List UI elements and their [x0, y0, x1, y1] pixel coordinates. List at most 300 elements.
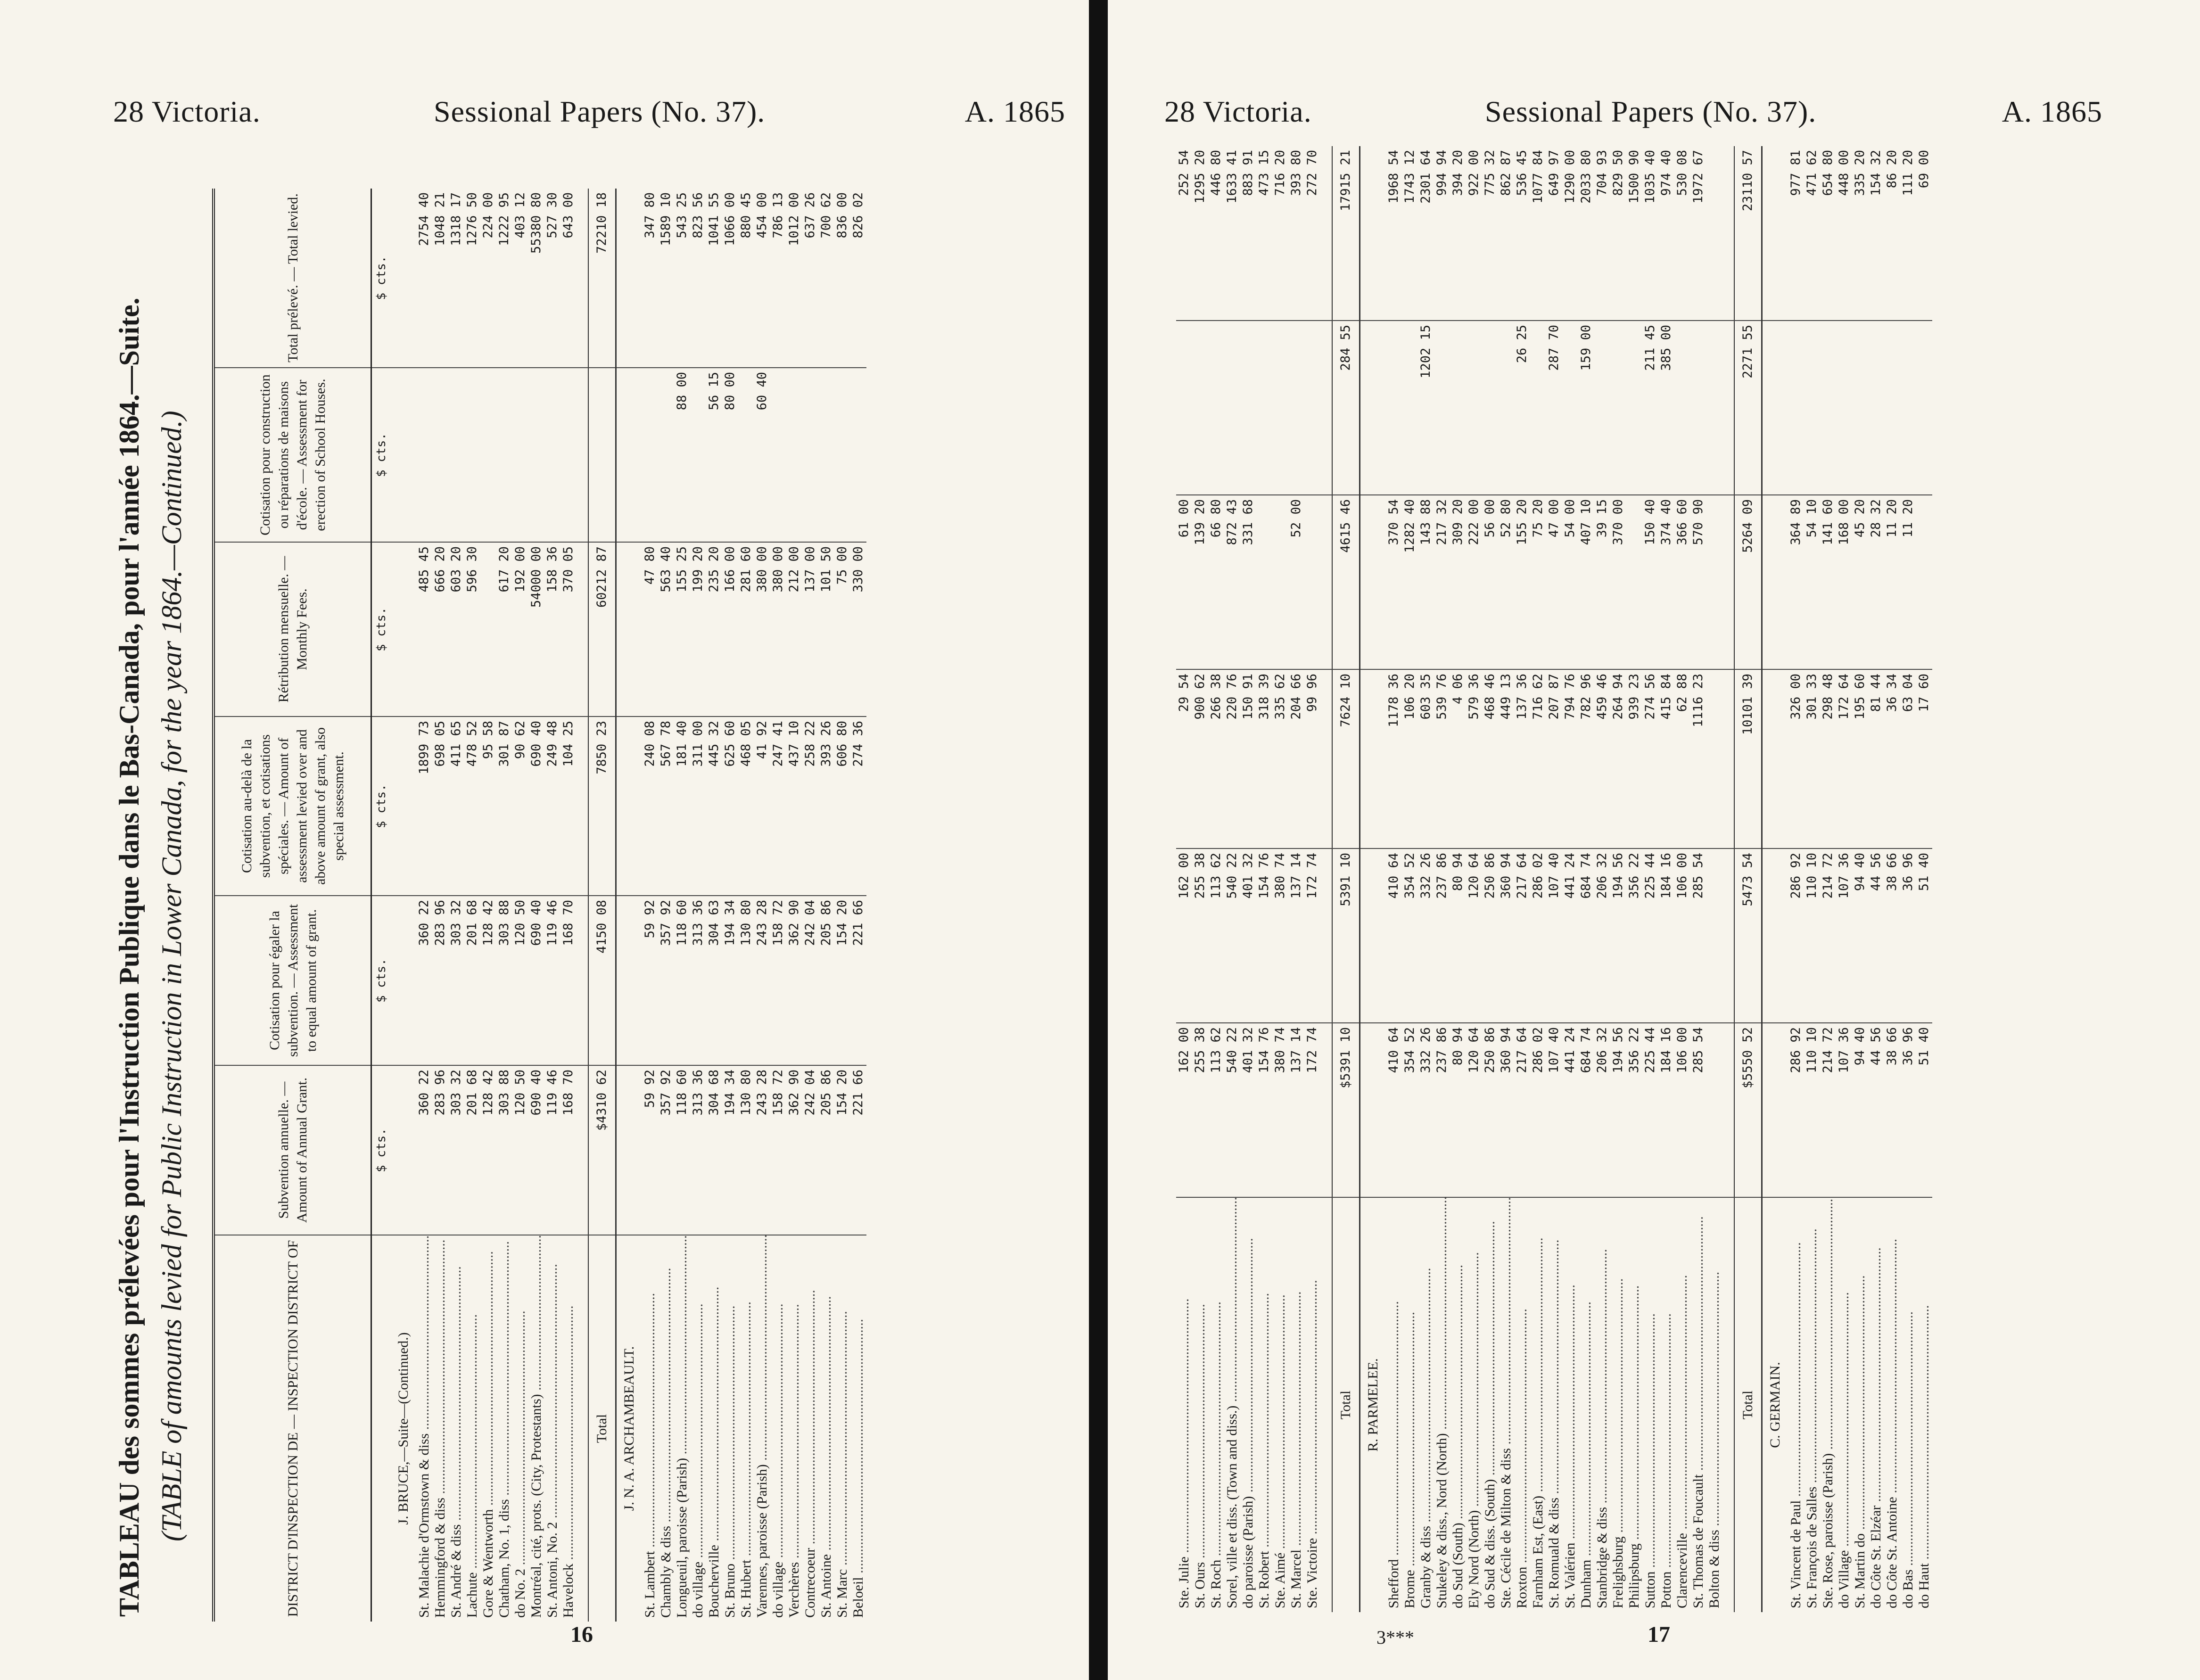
cell-value: 72210 18 — [588, 189, 616, 368]
cell-value: 331 68 — [1240, 495, 1256, 669]
cell-value: 181 40 — [674, 716, 690, 896]
row-label: Gore & Wentworth ..... — [480, 1235, 496, 1622]
cell-value: 596 30 — [464, 542, 480, 716]
table-row — [1562, 146, 1578, 1612]
table-row — [1706, 146, 1722, 1612]
cell-value: 563 40 — [658, 542, 674, 716]
cell-value: 162 00 — [1176, 848, 1192, 1023]
empty-cell — [391, 896, 416, 1065]
cell-value: 1066 00 — [722, 189, 738, 368]
cell-value — [850, 368, 866, 542]
cell-value: 690 40 — [528, 896, 544, 1065]
left-table-body — [371, 189, 867, 1622]
cell-value: 106 20 — [1402, 669, 1418, 848]
cell-value: 137 14 — [1288, 1023, 1304, 1197]
cell-value: 977 81 — [1788, 146, 1804, 321]
cell-value: 172 74 — [1304, 1023, 1320, 1197]
cell-value: 258 22 — [802, 716, 818, 896]
cell-value: 194 56 — [1610, 848, 1626, 1023]
cell-value: 684 74 — [1578, 1023, 1594, 1197]
cell-value: 255 38 — [1192, 848, 1208, 1023]
cell-value: 168 00 — [1836, 495, 1852, 669]
total-row — [1332, 146, 1360, 1612]
table-row — [642, 189, 658, 1622]
cell-value: 287 70 — [1546, 321, 1562, 495]
cell-value — [1626, 321, 1642, 495]
cell-value: 26 25 — [1514, 321, 1530, 495]
cell-value — [1450, 321, 1466, 495]
cell-value: 5473 54 — [1734, 848, 1762, 1023]
empty-cell — [1360, 669, 1386, 848]
row-label: Ely Nord (North) ..... — [1466, 1197, 1482, 1612]
row-label: Dunham ..... — [1578, 1197, 1594, 1612]
empty-cell — [1320, 321, 1332, 495]
cell-value: 1500 90 — [1626, 146, 1642, 321]
section-germain — [1762, 146, 1788, 1612]
cell-value: 485 45 — [416, 542, 432, 716]
cell-value: 437 10 — [786, 716, 802, 896]
cell-value — [480, 368, 496, 542]
table-row — [802, 189, 818, 1622]
empty-cell — [1722, 848, 1734, 1023]
cell-value: 716 20 — [1272, 146, 1288, 321]
section-archambeault — [616, 189, 643, 1622]
table-row — [754, 189, 770, 1622]
cell-value: 106 00 — [1674, 848, 1690, 1023]
cell-value: 172 74 — [1304, 848, 1320, 1023]
table-row — [448, 189, 464, 1622]
row-label: St. Romuald & diss ..... — [1546, 1197, 1562, 1612]
unit-label: $ cts. — [371, 896, 391, 1065]
cell-value — [1192, 321, 1208, 495]
cell-value: 154 76 — [1256, 848, 1272, 1023]
cell-value: 360 22 — [416, 1065, 432, 1235]
empty-cell — [577, 1235, 588, 1622]
table-row — [496, 189, 512, 1622]
cell-value — [464, 368, 480, 542]
cell-value — [1706, 146, 1722, 321]
cell-value: $4310 62 — [588, 1065, 616, 1235]
cell-value: 579 36 — [1466, 669, 1482, 848]
row-label: Sutton ..... — [1642, 1197, 1658, 1612]
empty-cell — [1762, 1023, 1788, 1197]
cell-value: 836 00 — [834, 189, 850, 368]
table-row — [1836, 146, 1852, 1612]
row-label: St. Valérien ..... — [1562, 1197, 1578, 1612]
cell-value: 194 34 — [722, 896, 738, 1065]
cell-value: 214 72 — [1820, 1023, 1836, 1197]
cell-value: 360 94 — [1498, 848, 1514, 1023]
empty-cell — [1762, 146, 1788, 321]
cell-value: 360 94 — [1498, 1023, 1514, 1197]
cell-value — [1304, 495, 1320, 669]
cell-value: 150 91 — [1240, 669, 1256, 848]
cell-value: 39 15 — [1594, 495, 1610, 669]
cell-value: 448 00 — [1836, 146, 1852, 321]
cell-value: 222 00 — [1466, 495, 1482, 669]
cell-value: 104 25 — [560, 716, 577, 896]
cell-value — [1706, 321, 1722, 495]
cell-value: 2301 64 — [1418, 146, 1434, 321]
cell-value: 240 08 — [642, 716, 658, 896]
cell-value: 330 00 — [850, 542, 866, 716]
cell-value: 716 62 — [1530, 669, 1546, 848]
cell-value: 285 54 — [1690, 848, 1706, 1023]
table-row — [1546, 146, 1562, 1612]
spacer-row — [1722, 146, 1734, 1612]
cell-value: 36 34 — [1884, 669, 1900, 848]
cell-value — [1482, 321, 1498, 495]
cell-value: 29 54 — [1176, 669, 1192, 848]
table-row — [1900, 146, 1916, 1612]
cell-value: 313 36 — [690, 896, 706, 1065]
cell-value: 5391 10 — [1332, 848, 1360, 1023]
cell-value: 5264 09 — [1734, 495, 1762, 669]
cell-value — [1836, 321, 1852, 495]
empty-cell — [616, 189, 643, 368]
empty-cell — [1320, 1023, 1332, 1197]
cell-value: 158 72 — [770, 1065, 786, 1235]
cell-value: 530 08 — [1674, 146, 1690, 321]
empty-cell — [1320, 669, 1332, 848]
cell-value — [1804, 321, 1820, 495]
row-label: Contrecoeur ..... — [802, 1235, 818, 1622]
cell-value: 1633 41 — [1224, 146, 1240, 321]
cell-value: 107 36 — [1836, 848, 1852, 1023]
cell-value: 107 40 — [1546, 1023, 1562, 1197]
row-label: do Sud & diss. (South) ..... — [1482, 1197, 1498, 1612]
row-label: do Côte St. Antoine ..... — [1884, 1197, 1900, 1612]
cell-value — [658, 368, 674, 542]
cell-value: 1041 55 — [706, 189, 722, 368]
cell-value: 883 91 — [1240, 146, 1256, 321]
cell-value: 224 00 — [480, 189, 496, 368]
cell-value: 471 62 — [1804, 146, 1820, 321]
cell-value — [738, 368, 754, 542]
cell-value: 603 20 — [448, 542, 464, 716]
cell-value: 51 40 — [1916, 1023, 1932, 1197]
cell-value — [512, 368, 528, 542]
cell-value: 880 45 — [738, 189, 754, 368]
cell-value: 332 26 — [1418, 1023, 1434, 1197]
empty-cell — [391, 542, 416, 716]
cell-value — [1288, 321, 1304, 495]
cell-value: 119 46 — [544, 896, 560, 1065]
cell-value: 974 40 — [1658, 146, 1674, 321]
empty-cell — [391, 1065, 416, 1235]
cell-value: 47 80 — [642, 542, 658, 716]
cell-value: 370 05 — [560, 542, 577, 716]
table-row — [1272, 146, 1288, 1612]
table-titles — [113, 189, 193, 1622]
cell-value — [544, 368, 560, 542]
cell-value: 217 32 — [1434, 495, 1450, 669]
cell-value: 111 20 — [1900, 146, 1916, 321]
row-label: St. Vincent de Paul ..... — [1788, 1197, 1804, 1612]
cell-value: 44 56 — [1868, 1023, 1884, 1197]
empty-cell — [577, 896, 588, 1065]
empty-cell — [577, 716, 588, 896]
page-number-right: 17 — [1648, 1622, 1670, 1647]
cell-value: 410 64 — [1386, 1023, 1402, 1197]
cell-value — [588, 368, 616, 542]
cell-value: 243 28 — [754, 1065, 770, 1235]
cell-value: 362 90 — [786, 1065, 802, 1235]
cell-value: 311 00 — [690, 716, 706, 896]
cell-value: 11 20 — [1884, 495, 1900, 669]
cell-value: 1222 95 — [496, 189, 512, 368]
cell-value: 194 34 — [722, 1065, 738, 1235]
cell-value: 54000 00 — [528, 542, 544, 716]
cell-value: 205 86 — [818, 1065, 834, 1235]
empty-cell — [1320, 848, 1332, 1023]
cell-value: 168 70 — [560, 896, 577, 1065]
cell-value: 1295 20 — [1192, 146, 1208, 321]
cell-value: 110 10 — [1804, 1023, 1820, 1197]
table-row — [1820, 146, 1836, 1612]
unit-label: $ cts. — [371, 716, 391, 896]
section-heading: R. PARMELEE. — [1365, 1358, 1381, 1452]
cell-value: 603 35 — [1418, 669, 1434, 848]
cell-value: 154 76 — [1256, 1023, 1272, 1197]
col-header-equal-assessment: Cotisation pour égaler la subvention. — Assessment to equal amount of grant. — [214, 896, 371, 1065]
cell-value: 88 00 — [674, 368, 690, 542]
cell-value — [416, 368, 432, 542]
row-label: do Côte St. Elzéar ..... — [1868, 1197, 1884, 1612]
cell-value: 195 60 — [1852, 669, 1868, 848]
table-row — [1402, 146, 1418, 1612]
cell-value — [1820, 321, 1836, 495]
row-label: do Village ..... — [1836, 1197, 1852, 1612]
cell-value: 698 05 — [432, 716, 448, 896]
empty-cell — [616, 1065, 643, 1235]
units-row — [371, 189, 391, 1622]
cell-value: 637 26 — [802, 189, 818, 368]
cell-value: 75 20 — [1530, 495, 1546, 669]
cell-value: 184 16 — [1658, 848, 1674, 1023]
cell-value: 225 44 — [1642, 848, 1658, 1023]
cell-value: 380 00 — [770, 542, 786, 716]
empty-cell — [616, 542, 643, 716]
cell-value: 212 00 — [786, 542, 802, 716]
row-label: Clarenceville ..... — [1674, 1197, 1690, 1612]
row-label: Ste. Aimé ..... — [1272, 1197, 1288, 1612]
cell-value — [1706, 1023, 1722, 1197]
cell-value: 120 64 — [1466, 848, 1482, 1023]
cell-value: 1012 00 — [786, 189, 802, 368]
cell-value: 1048 21 — [432, 189, 448, 368]
cell-value: 304 63 — [706, 896, 722, 1065]
cell-value: 360 22 — [416, 896, 432, 1065]
cell-value: 570 90 — [1690, 495, 1706, 669]
cell-value: 80 94 — [1450, 848, 1466, 1023]
table-row — [528, 189, 544, 1622]
cell-value: 130 80 — [738, 896, 754, 1065]
section-heading: C. GERMAIN. — [1767, 1362, 1783, 1448]
row-label: St. Robert ..... — [1256, 1197, 1272, 1612]
row-label: Havelock ..... — [560, 1235, 577, 1622]
cell-value: 303 88 — [496, 1065, 512, 1235]
empty-cell — [1762, 495, 1788, 669]
cell-value: 354 52 — [1402, 848, 1418, 1023]
cell-value — [802, 368, 818, 542]
cell-value — [1530, 321, 1546, 495]
page-number-left: 16 — [570, 1622, 593, 1647]
row-label: do No. 2 ..... — [512, 1235, 528, 1622]
cell-value: 207 87 — [1546, 669, 1562, 848]
cell-value: 385 00 — [1658, 321, 1674, 495]
cell-value: 199 20 — [690, 542, 706, 716]
header-year: A. 1865 — [964, 95, 1065, 128]
header-sessional-papers: Sessional Papers (No. 37). — [434, 95, 766, 128]
table-row — [738, 189, 754, 1622]
row-label: Roxton ..... — [1514, 1197, 1530, 1612]
table-row — [1690, 146, 1706, 1612]
table-row — [1514, 146, 1530, 1612]
table-row — [706, 189, 722, 1622]
cell-value: 52 80 — [1498, 495, 1514, 669]
cell-value — [642, 368, 658, 542]
cell-value: 301 87 — [496, 716, 512, 896]
cell-value: 286 92 — [1788, 848, 1804, 1023]
cell-value: 794 76 — [1562, 669, 1578, 848]
cell-value: 250 86 — [1482, 1023, 1498, 1197]
cell-value: 4150 08 — [588, 896, 616, 1065]
col-header-total-levied: Total prélevé. — Total levied. — [214, 189, 371, 368]
cell-value — [1626, 495, 1642, 669]
cell-value: 301 33 — [1804, 669, 1820, 848]
cell-value: 242 04 — [802, 896, 818, 1065]
row-label: Total — [1332, 1197, 1360, 1612]
cell-value: 217 64 — [1514, 848, 1530, 1023]
empty-cell — [391, 189, 416, 368]
cell-value: 143 88 — [1418, 495, 1434, 669]
row-label: Boucherville ..... — [706, 1235, 722, 1622]
cell-value: 249 48 — [544, 716, 560, 896]
cell-value: 52 00 — [1288, 495, 1304, 669]
spacer-row — [577, 189, 588, 1622]
table-row — [1434, 146, 1450, 1612]
cell-value: 94 40 — [1852, 848, 1868, 1023]
cell-value: 281 60 — [738, 542, 754, 716]
cell-value: 786 13 — [770, 189, 786, 368]
cell-value: 1178 36 — [1386, 669, 1402, 848]
table-row — [416, 189, 432, 1622]
cell-value: 63 04 — [1900, 669, 1916, 848]
row-label: Frelighsburg ..... — [1610, 1197, 1626, 1612]
cell-value: 922 00 — [1466, 146, 1482, 321]
cell-value: 357 92 — [658, 896, 674, 1065]
book-gutter — [1089, 0, 1108, 1680]
cell-value — [1466, 321, 1482, 495]
cell-value: 459 46 — [1594, 669, 1610, 848]
cell-value: 900 62 — [1192, 669, 1208, 848]
cell-value: 356 22 — [1626, 1023, 1642, 1197]
cell-value: 205 86 — [818, 896, 834, 1065]
cell-value: 356 22 — [1626, 848, 1642, 1023]
table-row — [1626, 146, 1642, 1612]
cell-value: 28 32 — [1868, 495, 1884, 669]
cell-value: 23110 57 — [1734, 146, 1762, 321]
row-label: Ste. Cécile de Milton & diss ..... — [1498, 1197, 1514, 1612]
table-row — [1386, 146, 1402, 1612]
unit-label — [371, 1235, 391, 1622]
cell-value: 247 41 — [770, 716, 786, 896]
row-label: do village ..... — [690, 1235, 706, 1622]
empty-cell — [1360, 495, 1386, 669]
cell-value: 172 64 — [1836, 669, 1852, 848]
cell-value: 237 86 — [1434, 848, 1450, 1023]
empty-cell — [1722, 146, 1734, 321]
row-label: St. Roch ..... — [1208, 1197, 1224, 1612]
empty-cell — [616, 896, 643, 1065]
cell-value: 17 60 — [1916, 669, 1932, 848]
cell-value: 994 94 — [1434, 146, 1450, 321]
header-sessional-papers: Sessional Papers (No. 37). — [1485, 95, 1817, 128]
row-label: Chambly & diss ..... — [658, 1235, 674, 1622]
cell-value: 393 26 — [818, 716, 834, 896]
row-label: Longueuil, paroisse (Parish) ..... — [674, 1235, 690, 1622]
col-header-school-houses: Cotisation pour construction ou réparations de maisons d'école. — Assessment for erection of School Houses. — [214, 368, 371, 542]
cell-value: $5391 10 — [1332, 1023, 1360, 1197]
cell-value: 775 32 — [1482, 146, 1498, 321]
cell-value: 357 92 — [658, 1065, 674, 1235]
table-row — [818, 189, 834, 1622]
cell-value: 2033 80 — [1578, 146, 1594, 321]
cell-value: 313 36 — [690, 1065, 706, 1235]
cell-value: 700 62 — [818, 189, 834, 368]
cell-value: 266 38 — [1208, 669, 1224, 848]
cell-value: 441 24 — [1562, 1023, 1578, 1197]
row-label: Brome ..... — [1402, 1197, 1418, 1612]
row-label: Ste. Rose, paroisse (Parish) ..... — [1820, 1197, 1836, 1612]
cell-value — [1256, 495, 1272, 669]
row-label: St. Antoni, No. 2 ..... — [544, 1235, 560, 1622]
cell-value: 221 66 — [850, 896, 866, 1065]
table-row — [1418, 146, 1434, 1612]
right-page — [1112, 0, 2197, 1680]
table-row — [1288, 146, 1304, 1612]
table-row — [850, 189, 866, 1622]
row-label: St. Bruno ..... — [722, 1235, 738, 1622]
table-row — [658, 189, 674, 1622]
cell-value: 120 50 — [512, 896, 528, 1065]
row-label: Philipsburg ..... — [1626, 1197, 1642, 1612]
table-row — [1916, 146, 1932, 1612]
empty-cell — [1762, 669, 1788, 848]
cell-value: 1077 84 — [1530, 146, 1546, 321]
table-row — [464, 189, 480, 1622]
cell-value — [480, 542, 496, 716]
row-label: do Bas ..... — [1900, 1197, 1916, 1612]
empty-cell — [1722, 1023, 1734, 1197]
col-header-district: DISTRICT D'INSPECTION DE — INSPECTION DISTRICT OF — [214, 1235, 371, 1622]
cell-value: 872 43 — [1224, 495, 1240, 669]
cell-value: 335 20 — [1852, 146, 1868, 321]
cell-value: 826 02 — [850, 189, 866, 368]
cell-value: 1743 12 — [1402, 146, 1418, 321]
header-session: 28 Victoria. — [1164, 95, 1312, 128]
row-label: Beloeil ..... — [850, 1235, 866, 1622]
row-label: Potton ..... — [1658, 1197, 1674, 1612]
cell-value: 118 60 — [674, 896, 690, 1065]
cell-value — [1402, 321, 1418, 495]
cell-value: 59 92 — [642, 1065, 658, 1235]
cell-value: 527 30 — [544, 189, 560, 368]
cell-value: 478 52 — [464, 716, 480, 896]
cell-value — [1706, 669, 1722, 848]
left-data-table — [212, 189, 866, 1622]
